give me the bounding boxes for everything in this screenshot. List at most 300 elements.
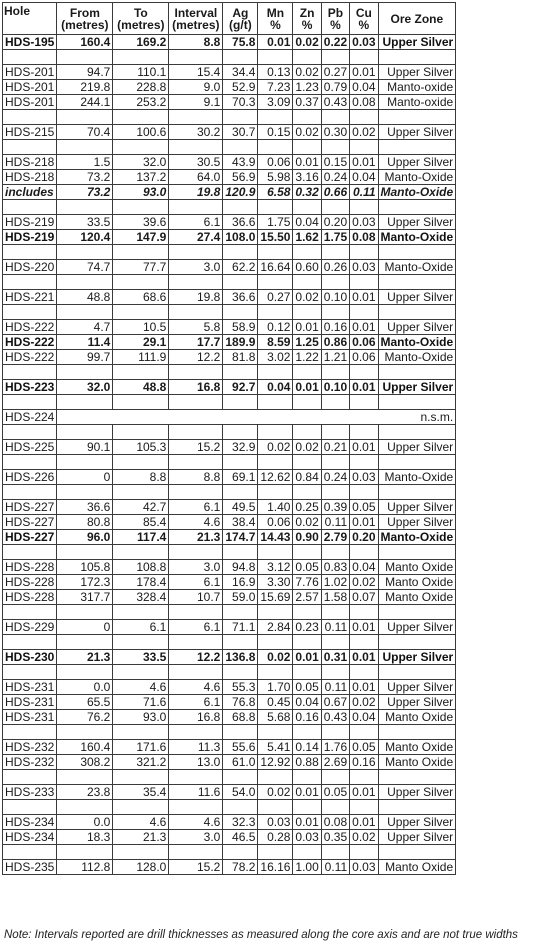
cell-ore-zone: Upper Silver <box>378 515 456 530</box>
cell-from: 76.2 <box>57 710 113 725</box>
cell-ore-zone: Manto-Oxide <box>378 185 456 200</box>
cell-hole: HDS-231 <box>3 710 57 725</box>
cell-to: 111.9 <box>113 350 169 365</box>
cell-mn: 15.69 <box>258 590 293 605</box>
cell-mn: 3.09 <box>258 95 293 110</box>
cell-pb: 0.24 <box>321 170 349 185</box>
cell-to: 128.0 <box>113 860 169 875</box>
cell-hole: HDS-225 <box>3 440 57 455</box>
cell-ag: 30.7 <box>223 125 258 140</box>
cell-hole: HDS-229 <box>3 620 57 635</box>
empty-cell <box>350 605 378 620</box>
cell-cu: 0.01 <box>350 320 378 335</box>
empty-cell <box>378 485 456 500</box>
cell-hole: HDS-222 <box>3 335 57 350</box>
cell-mn: 5.68 <box>258 710 293 725</box>
empty-cell <box>258 845 293 860</box>
cell-hole: HDS-234 <box>3 830 57 845</box>
cell-hole: HDS-226 <box>3 470 57 485</box>
cell-from: 1.5 <box>57 155 113 170</box>
cell-pb: 0.86 <box>321 335 349 350</box>
spacer-row <box>3 605 456 620</box>
cell-mn: 5.41 <box>258 740 293 755</box>
cell-interval: 3.0 <box>169 830 223 845</box>
cell-interval: 6.1 <box>169 215 223 230</box>
empty-cell <box>223 305 258 320</box>
cell-pb: 0.11 <box>321 515 349 530</box>
empty-cell <box>350 770 378 785</box>
empty-cell <box>258 800 293 815</box>
cell-pb: 0.67 <box>321 695 349 710</box>
cell-interval: 10.7 <box>169 590 223 605</box>
cell-to: 105.3 <box>113 440 169 455</box>
empty-cell <box>293 50 321 65</box>
cell-to: 32.0 <box>113 155 169 170</box>
empty-cell <box>258 545 293 560</box>
cell-zn: 0.04 <box>293 695 321 710</box>
empty-cell <box>258 665 293 680</box>
empty-cell <box>223 545 258 560</box>
cell-from: 73.2 <box>57 170 113 185</box>
empty-cell <box>350 245 378 260</box>
cell-zn: 0.01 <box>293 650 321 665</box>
empty-cell <box>3 305 57 320</box>
empty-cell <box>350 455 378 470</box>
empty-cell <box>321 605 349 620</box>
cell-ore-zone: Manto-Oxide <box>378 530 456 545</box>
cell-hole: HDS-234 <box>3 815 57 830</box>
footnote: Note: Intervals reported are drill thicknesses as measured along the core axis and are not true widths <box>4 929 518 941</box>
header-hole: Hole <box>3 3 57 35</box>
cell-cu: 0.01 <box>350 815 378 830</box>
empty-cell <box>113 800 169 815</box>
cell-zn: 1.23 <box>293 80 321 95</box>
empty-cell <box>223 50 258 65</box>
table-row <box>3 695 456 710</box>
cell-to: 39.6 <box>113 215 169 230</box>
cell-to: 77.7 <box>113 260 169 275</box>
cell-cu: 0.08 <box>350 230 378 245</box>
cell-to: 171.6 <box>113 740 169 755</box>
cell-zn: 1.25 <box>293 335 321 350</box>
cell-cu: 0.01 <box>350 620 378 635</box>
cell-zn: 0.16 <box>293 710 321 725</box>
empty-cell <box>293 770 321 785</box>
cell-ore-zone: Upper Silver <box>378 125 456 140</box>
cell-hole: HDS-228 <box>3 575 57 590</box>
empty-cell <box>57 395 113 410</box>
cell-from: 99.7 <box>57 350 113 365</box>
cell-from: 21.3 <box>57 650 113 665</box>
cell-mn: 0.04 <box>258 380 293 395</box>
table-row <box>3 170 456 185</box>
empty-cell <box>321 545 349 560</box>
cell-to: 100.6 <box>113 125 169 140</box>
cell-pb: 1.58 <box>321 590 349 605</box>
empty-cell <box>3 110 57 125</box>
empty-cell <box>350 845 378 860</box>
empty-cell <box>258 605 293 620</box>
table-row <box>3 35 456 50</box>
empty-cell <box>378 725 456 740</box>
cell-from: 4.7 <box>57 320 113 335</box>
cell-pb: 0.10 <box>321 290 349 305</box>
cell-ore-zone: Manto-oxide <box>378 80 456 95</box>
empty-cell <box>293 365 321 380</box>
empty-cell <box>57 140 113 155</box>
cell-ore-zone: Upper Silver <box>378 35 456 50</box>
cell-no-significant-mineralization: n.s.m. <box>57 410 456 425</box>
cell-ore-zone: Upper Silver <box>378 815 456 830</box>
spacer-row <box>3 425 456 440</box>
cell-hole: HDS-219 <box>3 215 57 230</box>
empty-cell <box>223 245 258 260</box>
empty-cell <box>3 425 57 440</box>
cell-ag: 36.6 <box>223 290 258 305</box>
cell-ag: 92.7 <box>223 380 258 395</box>
empty-cell <box>293 455 321 470</box>
table-row <box>3 95 456 110</box>
empty-cell <box>293 140 321 155</box>
cell-interval: 21.3 <box>169 530 223 545</box>
cell-ag: 16.9 <box>223 575 258 590</box>
cell-mn: 12.92 <box>258 755 293 770</box>
table-row <box>3 590 456 605</box>
cell-zn: 0.02 <box>293 35 321 50</box>
table-body <box>3 35 456 875</box>
cell-zn: 0.02 <box>293 65 321 80</box>
cell-interval: 9.1 <box>169 95 223 110</box>
spacer-row <box>3 395 456 410</box>
cell-ore-zone: Manto-Oxide <box>378 230 456 245</box>
cell-mn: 0.02 <box>258 440 293 455</box>
cell-mn: 3.12 <box>258 560 293 575</box>
cell-from: 80.8 <box>57 515 113 530</box>
empty-cell <box>293 110 321 125</box>
cell-zn: 7.76 <box>293 575 321 590</box>
cell-from: 96.0 <box>57 530 113 545</box>
cell-interval: 12.2 <box>169 350 223 365</box>
cell-interval: 11.3 <box>169 740 223 755</box>
spacer-row <box>3 365 456 380</box>
empty-cell <box>321 845 349 860</box>
cell-pb: 0.43 <box>321 710 349 725</box>
empty-cell <box>258 455 293 470</box>
cell-cu: 0.06 <box>350 335 378 350</box>
cell-mn: 1.75 <box>258 215 293 230</box>
cell-from: 32.0 <box>57 380 113 395</box>
empty-cell <box>350 275 378 290</box>
cell-hole: HDS-233 <box>3 785 57 800</box>
empty-cell <box>3 485 57 500</box>
cell-to: 4.6 <box>113 815 169 830</box>
cell-interval: 27.4 <box>169 230 223 245</box>
cell-to: 68.6 <box>113 290 169 305</box>
cell-ore-zone: Upper Silver <box>378 440 456 455</box>
table-header-row <box>3 3 456 35</box>
empty-cell <box>169 50 223 65</box>
empty-cell <box>3 275 57 290</box>
empty-cell <box>113 245 169 260</box>
empty-cell <box>169 545 223 560</box>
empty-cell <box>293 425 321 440</box>
cell-interval: 4.6 <box>169 515 223 530</box>
empty-cell <box>350 635 378 650</box>
cell-cu: 0.04 <box>350 560 378 575</box>
empty-cell <box>113 275 169 290</box>
cell-from: 308.2 <box>57 755 113 770</box>
empty-cell <box>258 395 293 410</box>
empty-cell <box>3 395 57 410</box>
empty-cell <box>223 200 258 215</box>
cell-ag: 55.3 <box>223 680 258 695</box>
cell-ag: 59.0 <box>223 590 258 605</box>
empty-cell <box>321 200 349 215</box>
empty-cell <box>378 395 456 410</box>
table-row <box>3 350 456 365</box>
cell-ag: 56.9 <box>223 170 258 185</box>
cell-hole: HDS-222 <box>3 320 57 335</box>
cell-pb: 0.66 <box>321 185 349 200</box>
spacer-row <box>3 725 456 740</box>
empty-cell <box>57 365 113 380</box>
cell-from: 219.8 <box>57 80 113 95</box>
empty-cell <box>321 50 349 65</box>
cell-to: 48.8 <box>113 380 169 395</box>
empty-cell <box>113 110 169 125</box>
empty-cell <box>3 605 57 620</box>
table-row <box>3 680 456 695</box>
table-row <box>3 560 456 575</box>
empty-cell <box>57 665 113 680</box>
cell-pb: 0.08 <box>321 815 349 830</box>
table-row <box>3 290 456 305</box>
cell-mn: 0.13 <box>258 65 293 80</box>
cell-to: 169.2 <box>113 35 169 50</box>
cell-zn: 0.84 <box>293 470 321 485</box>
cell-ore-zone: Upper Silver <box>378 830 456 845</box>
cell-interval: 6.1 <box>169 500 223 515</box>
table-row <box>3 755 456 770</box>
cell-ag: 68.8 <box>223 710 258 725</box>
empty-cell <box>113 395 169 410</box>
empty-cell <box>3 140 57 155</box>
empty-cell <box>169 770 223 785</box>
cell-to: 137.2 <box>113 170 169 185</box>
empty-cell <box>378 605 456 620</box>
cell-pb: 0.16 <box>321 320 349 335</box>
cell-zn: 3.16 <box>293 170 321 185</box>
cell-ag: 58.9 <box>223 320 258 335</box>
cell-hole: HDS-228 <box>3 560 57 575</box>
cell-to: 6.1 <box>113 620 169 635</box>
cell-interval: 3.0 <box>169 560 223 575</box>
empty-cell <box>258 275 293 290</box>
cell-ore-zone: Manto-oxide <box>378 95 456 110</box>
header-to: To (metres) <box>113 3 169 35</box>
cell-mn: 14.43 <box>258 530 293 545</box>
cell-zn: 0.03 <box>293 830 321 845</box>
cell-pb: 0.15 <box>321 155 349 170</box>
empty-cell <box>57 635 113 650</box>
cell-to: 29.1 <box>113 335 169 350</box>
cell-mn: 7.23 <box>258 80 293 95</box>
empty-cell <box>378 425 456 440</box>
empty-cell <box>113 545 169 560</box>
cell-zn: 0.02 <box>293 515 321 530</box>
empty-cell <box>169 200 223 215</box>
empty-cell <box>57 305 113 320</box>
empty-cell <box>258 635 293 650</box>
cell-cu: 0.01 <box>350 785 378 800</box>
cell-from: 160.4 <box>57 35 113 50</box>
cell-to: 71.6 <box>113 695 169 710</box>
cell-interval: 64.0 <box>169 170 223 185</box>
cell-cu: 0.01 <box>350 680 378 695</box>
empty-cell <box>57 770 113 785</box>
empty-cell <box>350 665 378 680</box>
drill-results-table <box>2 2 456 875</box>
empty-cell <box>293 725 321 740</box>
header-pb: Pb % <box>321 3 349 35</box>
table-row <box>3 185 456 200</box>
cell-pb: 0.31 <box>321 650 349 665</box>
cell-mn: 3.30 <box>258 575 293 590</box>
cell-mn: 0.45 <box>258 695 293 710</box>
cell-mn: 0.02 <box>258 785 293 800</box>
cell-ag: 36.6 <box>223 215 258 230</box>
cell-zn: 0.37 <box>293 95 321 110</box>
cell-to: 117.4 <box>113 530 169 545</box>
cell-interval: 6.1 <box>169 575 223 590</box>
cell-ag: 32.3 <box>223 815 258 830</box>
cell-ag: 38.4 <box>223 515 258 530</box>
table-row <box>3 530 456 545</box>
cell-interval: 30.2 <box>169 125 223 140</box>
cell-interval: 16.8 <box>169 380 223 395</box>
empty-cell <box>3 635 57 650</box>
table-row <box>3 320 456 335</box>
cell-cu: 0.03 <box>350 260 378 275</box>
empty-cell <box>321 110 349 125</box>
empty-cell <box>3 545 57 560</box>
cell-interval: 16.8 <box>169 710 223 725</box>
empty-cell <box>258 245 293 260</box>
cell-zn: 0.02 <box>293 440 321 455</box>
spacer-row <box>3 845 456 860</box>
spacer-row <box>3 800 456 815</box>
cell-hole: HDS-224 <box>3 410 57 425</box>
empty-cell <box>223 365 258 380</box>
empty-cell <box>258 425 293 440</box>
empty-cell <box>169 455 223 470</box>
empty-cell <box>223 665 258 680</box>
cell-pb: 0.20 <box>321 215 349 230</box>
cell-to: 21.3 <box>113 830 169 845</box>
cell-ore-zone: Manto Oxide <box>378 860 456 875</box>
cell-pb: 0.11 <box>321 620 349 635</box>
empty-cell <box>3 455 57 470</box>
cell-hole: HDS-227 <box>3 530 57 545</box>
cell-to: 147.9 <box>113 230 169 245</box>
cell-from: 0 <box>57 470 113 485</box>
cell-hole: HDS-231 <box>3 680 57 695</box>
cell-ag: 174.7 <box>223 530 258 545</box>
cell-pb: 0.22 <box>321 35 349 50</box>
table-row <box>3 230 456 245</box>
empty-cell <box>293 665 321 680</box>
table-row <box>3 80 456 95</box>
header-mn: Mn % <box>258 3 293 35</box>
cell-to: 328.4 <box>113 590 169 605</box>
empty-cell <box>258 365 293 380</box>
cell-ore-zone: Upper Silver <box>378 620 456 635</box>
cell-mn: 16.64 <box>258 260 293 275</box>
cell-ag: 54.0 <box>223 785 258 800</box>
cell-ore-zone: Manto-Oxide <box>378 335 456 350</box>
cell-from: 90.1 <box>57 440 113 455</box>
table-row <box>3 710 456 725</box>
empty-cell <box>169 665 223 680</box>
cell-to: 35.4 <box>113 785 169 800</box>
cell-hole: HDS-195 <box>3 35 57 50</box>
empty-cell <box>113 365 169 380</box>
cell-mn: 5.98 <box>258 170 293 185</box>
empty-cell <box>113 455 169 470</box>
cell-mn: 0.28 <box>258 830 293 845</box>
cell-ag: 32.9 <box>223 440 258 455</box>
empty-cell <box>169 140 223 155</box>
cell-pb: 1.02 <box>321 575 349 590</box>
cell-from: 48.8 <box>57 290 113 305</box>
empty-cell <box>321 725 349 740</box>
cell-mn: 8.59 <box>258 335 293 350</box>
empty-cell <box>169 365 223 380</box>
empty-cell <box>223 800 258 815</box>
empty-cell <box>113 140 169 155</box>
empty-cell <box>293 395 321 410</box>
cell-to: 8.8 <box>113 470 169 485</box>
empty-cell <box>321 455 349 470</box>
cell-zn: 0.23 <box>293 620 321 635</box>
cell-zn: 2.57 <box>293 590 321 605</box>
empty-cell <box>223 425 258 440</box>
cell-pb: 1.75 <box>321 230 349 245</box>
empty-cell <box>293 635 321 650</box>
table-row <box>3 380 456 395</box>
cell-hole: HDS-218 <box>3 155 57 170</box>
spacer-row <box>3 110 456 125</box>
empty-cell <box>113 485 169 500</box>
cell-mn: 15.50 <box>258 230 293 245</box>
cell-to: 33.5 <box>113 650 169 665</box>
cell-from: 36.6 <box>57 500 113 515</box>
empty-cell <box>258 770 293 785</box>
empty-cell <box>350 305 378 320</box>
cell-ag: 75.8 <box>223 35 258 50</box>
empty-cell <box>169 395 223 410</box>
header-interval: Interval (metres) <box>169 3 223 35</box>
cell-zn: 0.25 <box>293 500 321 515</box>
empty-cell <box>378 365 456 380</box>
cell-pb: 0.10 <box>321 380 349 395</box>
cell-hole: HDS-221 <box>3 290 57 305</box>
empty-cell <box>169 725 223 740</box>
spacer-row <box>3 545 456 560</box>
cell-interval: 6.1 <box>169 620 223 635</box>
cell-ag: 78.2 <box>223 860 258 875</box>
empty-cell <box>293 275 321 290</box>
